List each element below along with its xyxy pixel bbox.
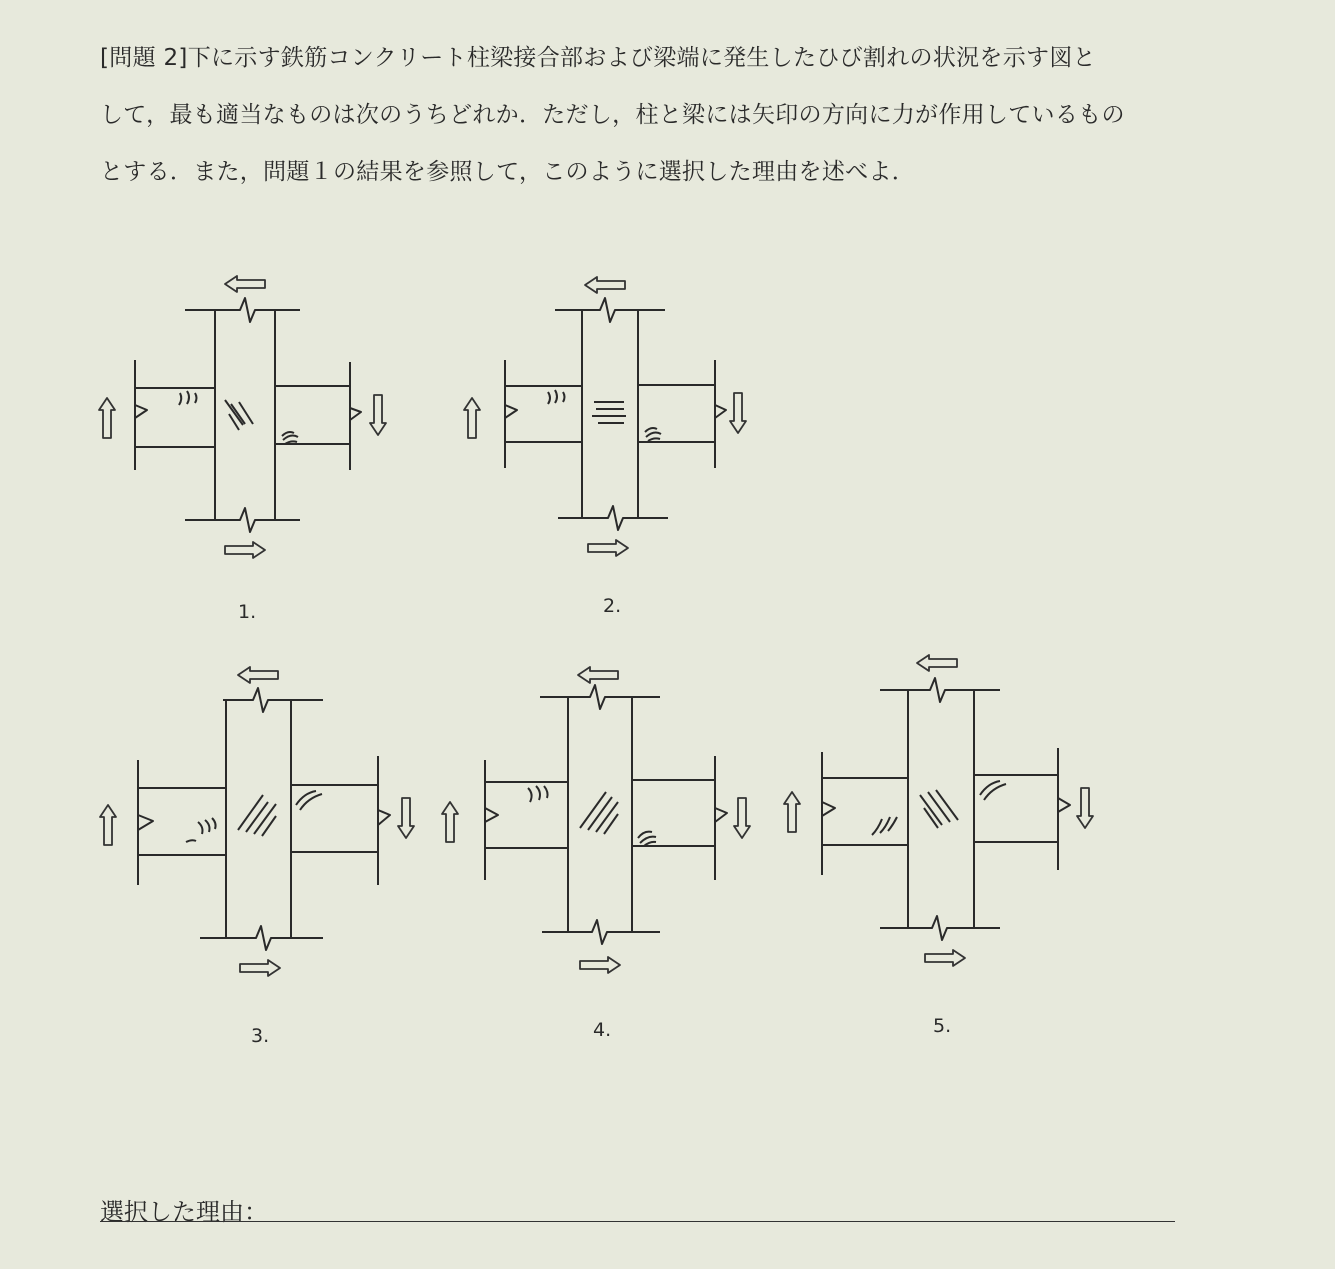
question-line-2: して，最も適当なものは次のうちどれか．ただし，柱と梁には矢印の方向に力が作用しているもの <box>100 102 1125 128</box>
figure-1 <box>99 276 386 623</box>
figure-4 <box>442 667 750 1041</box>
figure-3-label: 3. <box>251 1025 270 1047</box>
answer-line[interactable] <box>100 1221 1175 1222</box>
question-line-1: [問題 2]下に示す鉄筋コンクリート柱梁接合部および梁端に発生したひび割れの状況を示す図と <box>100 45 1096 71</box>
figure-1-label: 1. <box>238 601 257 623</box>
question-line-3: とする．また，問題１の結果を参照して，このように選択した理由を述べよ． <box>100 159 916 185</box>
figure-5-label: 5. <box>933 1015 952 1037</box>
figure-4-label: 4. <box>593 1019 612 1041</box>
figure-2-label: 2. <box>603 595 622 617</box>
figure-5 <box>784 655 1093 1037</box>
answer-label: 選択した理由： <box>100 1198 268 1226</box>
figure-2 <box>464 277 746 617</box>
figure-3 <box>100 667 414 1047</box>
